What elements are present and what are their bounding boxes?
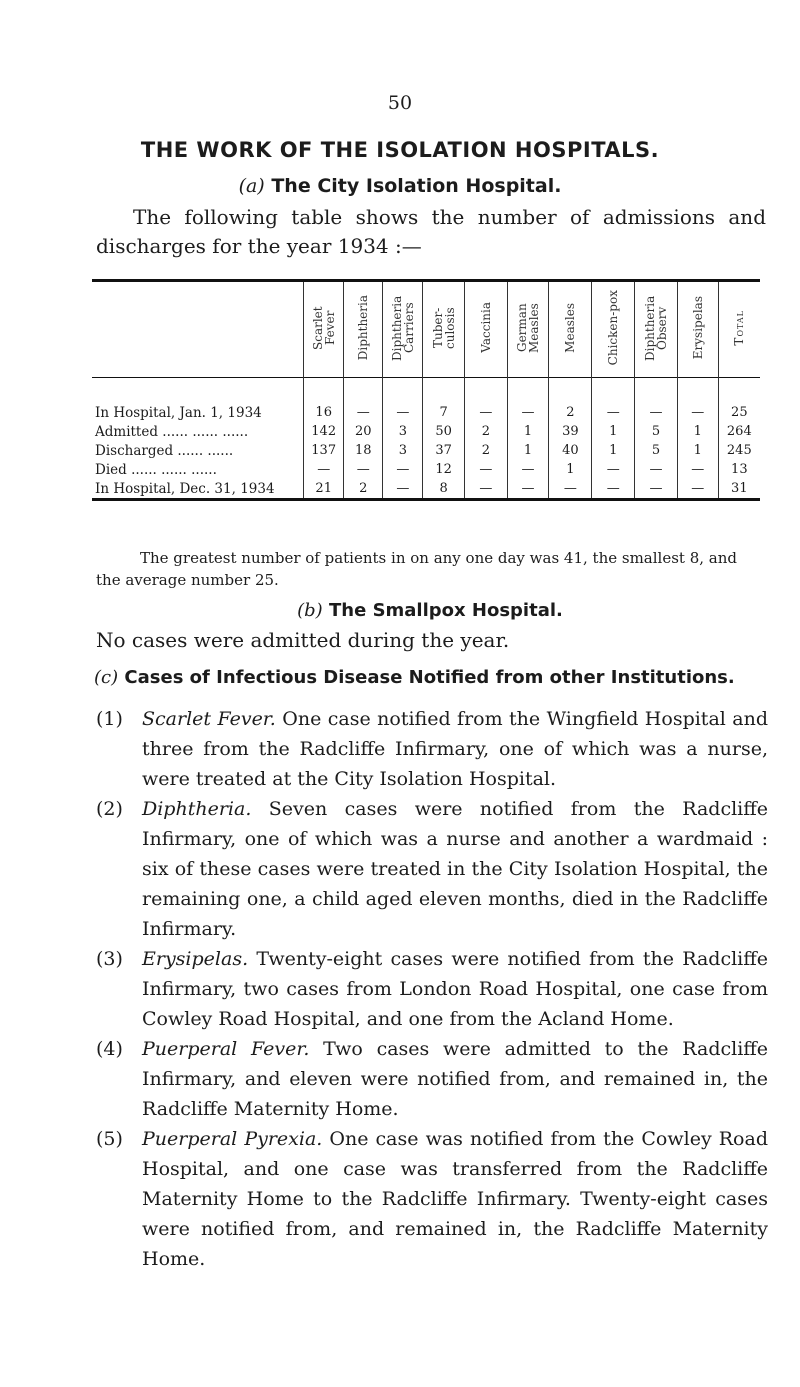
item-body: Seven cases were notified from the Radcliffe Infirmary, one of which was a nurse and another a wardmaid : six of these cases were treated in the City Isolation Hospital, the remaining one, a child aged eleven months, died in the Radcliffe Infirmary. — [142, 798, 768, 940]
table-cell: — — [507, 378, 549, 423]
section-a-label: (a) — [238, 175, 265, 197]
table-cell: 18 — [344, 441, 383, 460]
table-cell: 16 — [304, 378, 344, 423]
table-cell: 39 — [549, 422, 592, 441]
table-cell: — — [304, 460, 344, 479]
section-a-intro: The following table shows the number of admissions and discharges for the year 1934 :— — [96, 205, 766, 258]
item-number: (3) — [96, 948, 123, 970]
page-number: 50 — [387, 92, 413, 114]
table-cell: 5 — [635, 422, 678, 441]
table-cell: 1 — [507, 441, 549, 460]
section-b-heading: The Smallpox Hospital. — [329, 600, 563, 621]
table-cell: 245 — [718, 441, 760, 460]
page-title: THE WORK OF THE ISOLATION HOSPITALS. — [140, 138, 660, 162]
section-c-label: (c) — [94, 667, 119, 688]
table-cell: — — [635, 378, 678, 423]
table-row — [92, 422, 760, 441]
table-cell: 1 — [507, 422, 549, 441]
item-disease: Scarlet Fever. — [142, 708, 276, 730]
item-number: (2) — [96, 798, 123, 820]
table-cell: 37 — [423, 441, 465, 460]
row-label: Admitted ...... ...... ...... — [95, 423, 249, 440]
column-header: Chicken-pox — [592, 281, 635, 378]
admissions-table — [92, 279, 760, 501]
row-label: Discharged ...... ...... — [95, 442, 234, 459]
table-cell: 31 — [718, 479, 760, 500]
column-header: Tuber-culosis — [423, 281, 465, 378]
table-cell: 137 — [304, 441, 344, 460]
table-cell: 2 — [549, 378, 592, 423]
table-cell: — — [592, 479, 635, 500]
column-header: Diphtheria Carriers — [383, 281, 423, 378]
table-cell: — — [344, 460, 383, 479]
table-cell: — — [507, 479, 549, 500]
table-cell: — — [635, 460, 678, 479]
item-disease: Puerperal Pyrexia. — [142, 1128, 323, 1150]
table-cell: 1 — [592, 441, 635, 460]
row-label: In Hospital, Dec. 31, 1934 — [95, 480, 275, 497]
item-text — [142, 704, 768, 794]
table-cell: 3 — [383, 441, 423, 460]
list-item — [96, 794, 768, 944]
table-cell: 2 — [344, 479, 383, 500]
item-text — [142, 944, 768, 1034]
section-c-title — [94, 667, 735, 688]
table-cell: 1 — [549, 460, 592, 479]
table-cell: — — [677, 479, 718, 500]
table-cell: — — [549, 479, 592, 500]
table-cell: — — [635, 479, 678, 500]
table-cell: 264 — [718, 422, 760, 441]
table-cell: 5 — [635, 441, 678, 460]
table-cell: 13 — [718, 460, 760, 479]
item-number: (1) — [96, 708, 123, 730]
section-c-list — [96, 704, 768, 1274]
table-cell: 7 — [423, 378, 465, 423]
table-cell: — — [383, 378, 423, 423]
item-disease: Puerperal Fever. — [142, 1038, 310, 1060]
table-cell: — — [592, 378, 635, 423]
table-cell: 21 — [304, 479, 344, 500]
item-number: (4) — [96, 1038, 123, 1060]
section-c-heading: Cases of Infectious Disease Notified from other Institutions. — [124, 667, 735, 688]
section-a-heading: The City Isolation Hospital. — [271, 175, 562, 197]
table-note: The greatest number of patients in on any one day was 41, the smallest 8, and the average number 25. — [96, 549, 737, 589]
item-text — [142, 1124, 768, 1274]
section-b-title — [0, 600, 800, 621]
table-cell: 20 — [344, 422, 383, 441]
table-cell: 3 — [383, 422, 423, 441]
column-header: German Measles — [507, 281, 549, 378]
column-header: Scarlet Fever — [304, 281, 344, 378]
table-cell: — — [677, 460, 718, 479]
item-body: Twenty-eight cases were notified from the Radcliffe Infirmary, two cases from London Road Hospital, one case from Cowley Road Hospital, and one from the Acland Home. — [142, 948, 768, 1030]
table-cell: 2 — [464, 422, 507, 441]
column-header: Vaccinia — [464, 281, 507, 378]
table-header-row — [92, 281, 760, 378]
table-row — [92, 441, 760, 460]
table-cell: — — [677, 378, 718, 423]
column-header: Diphtheria — [344, 281, 383, 378]
table-cell: — — [383, 479, 423, 500]
table-cell: 2 — [464, 441, 507, 460]
list-item — [96, 1034, 768, 1124]
table-cell: 1 — [592, 422, 635, 441]
table-cell: 142 — [304, 422, 344, 441]
column-header: Measles — [549, 281, 592, 378]
table-stub-header — [92, 281, 304, 378]
table-cell: 25 — [718, 378, 760, 423]
item-disease: Diphtheria. — [142, 798, 252, 820]
column-header: Erysipelas — [677, 281, 718, 378]
column-header: Total — [718, 281, 760, 378]
item-body: One case notified from the Wingfield Hospital and three from the Radcliffe Infirmary, one of which was a nurse, were treated at the City Isolation Hospital. — [142, 708, 768, 790]
column-header: Diphtheria Observ — [635, 281, 678, 378]
item-body: Two cases were admitted to the Radcliffe Infirmary, and eleven were notified from, and remained in, the Radcliffe Maternity Home. — [142, 1038, 769, 1120]
section-a-title — [0, 175, 800, 197]
table-cell: 1 — [677, 422, 718, 441]
table-row — [92, 479, 760, 500]
item-body: One case was notified from the Cowley Road Hospital, and one case was transferred from the Radcliffe Maternity Home to the Radcliffe Infirmary. Twenty-eight cases were notified from, and remained in, the Radcliffe Maternity Home. — [142, 1128, 768, 1270]
table-cell: — — [507, 460, 549, 479]
section-b-label: (b) — [297, 600, 323, 621]
table-cell: 1 — [677, 441, 718, 460]
table-row — [92, 378, 760, 423]
row-label: In Hospital, Jan. 1, 1934 — [95, 404, 262, 421]
table-cell: — — [592, 460, 635, 479]
list-item — [96, 944, 768, 1034]
table-cell: — — [464, 460, 507, 479]
table-cell: — — [383, 460, 423, 479]
table-cell: 40 — [549, 441, 592, 460]
section-b-body: No cases were admitted during the year. — [96, 628, 510, 652]
item-text — [142, 1034, 768, 1124]
table-row — [92, 460, 760, 479]
table-cell: 12 — [423, 460, 465, 479]
table-cell: — — [464, 479, 507, 500]
list-item — [96, 704, 768, 794]
row-label: Died ...... ...... ...... — [95, 461, 217, 478]
item-number: (5) — [96, 1128, 123, 1150]
table-cell: 50 — [423, 422, 465, 441]
table-cell: 8 — [423, 479, 465, 500]
table-cell: — — [464, 378, 507, 423]
item-text — [142, 794, 768, 944]
list-item — [96, 1124, 768, 1274]
table-cell: — — [344, 378, 383, 423]
item-disease: Erysipelas. — [142, 948, 249, 970]
